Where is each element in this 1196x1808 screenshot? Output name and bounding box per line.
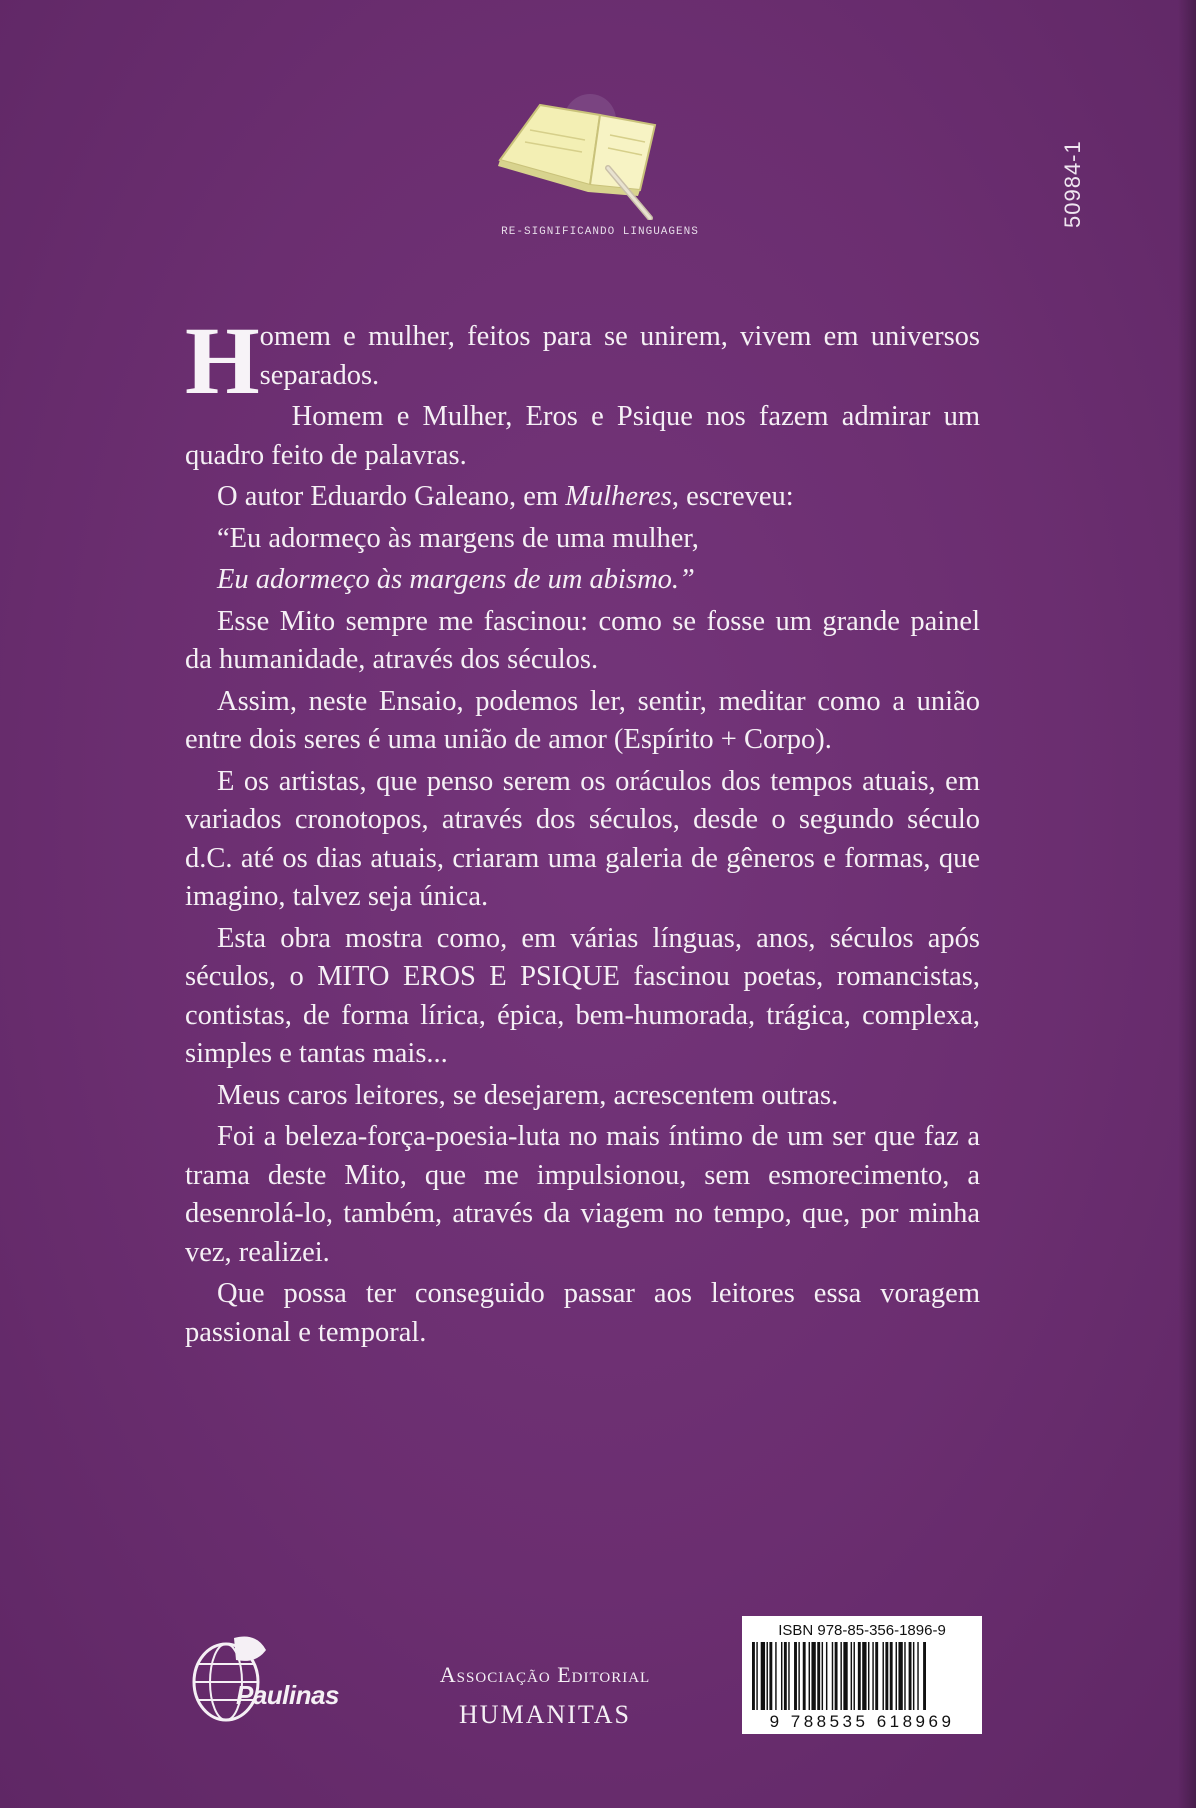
barcode-bar	[868, 1642, 869, 1710]
barcode-bar	[917, 1642, 918, 1710]
quote-line-2: Eu adormeço às margens de um abismo.”	[217, 564, 695, 595]
barcode-bar	[872, 1642, 873, 1710]
synopsis-text	[185, 307, 980, 1355]
barcode-bar	[822, 1642, 823, 1710]
barcode-bar	[798, 1642, 799, 1710]
barcode-bar	[781, 1642, 782, 1710]
paragraph-5: Assim, neste Ensaio, podemos ler, sentir, meditar como a união entre dois seres é uma união de amor (Espírito + Corpo).	[185, 685, 980, 755]
paragraph-6: E os artistas, que penso serem os oráculos dos tempos atuais, em variados cronotopos, através dos séculos, desde o segundo século d.C. até os dias atuais, criaram uma galeria de gêneros e formas, que imagino, talvez seja única.	[185, 765, 980, 912]
humanitas-publisher	[410, 1662, 680, 1730]
barcode-bar	[913, 1642, 914, 1710]
barcode-bar	[862, 1642, 866, 1710]
barcode-bar	[898, 1642, 902, 1710]
barcode-bar	[858, 1642, 861, 1710]
barcode-bar	[784, 1642, 787, 1710]
barcode-bar	[909, 1642, 912, 1710]
paragraph-4: Esse Mito sempre me fascinou: como se fosse um grande painel da humanidade, através dos séculos.	[185, 605, 980, 675]
paulinas-name: Paulinas	[236, 1680, 339, 1710]
barcode-bar	[769, 1642, 772, 1710]
barcode-bar	[756, 1642, 757, 1710]
barcode-bar	[761, 1642, 765, 1710]
barcode-bar	[883, 1642, 884, 1710]
barcode-bar	[896, 1642, 897, 1710]
isbn-barcode	[742, 1616, 982, 1734]
assoc-line-2: HUMANITAS	[459, 1700, 631, 1729]
barcode-bar	[811, 1642, 815, 1710]
series-logo	[460, 90, 740, 260]
barcode-icon	[750, 1642, 974, 1712]
barcode-bar	[775, 1642, 776, 1710]
barcode-bar	[923, 1642, 926, 1710]
paragraph-2: Homem e Mulher, Eros e Psique nos fazem admirar um quadro feito de palavras.	[185, 401, 980, 471]
barcode-bar	[817, 1642, 820, 1710]
barcode-bar	[826, 1642, 827, 1710]
paragraph-3	[185, 478, 980, 517]
book-title-mulheres: Mulheres	[565, 481, 672, 512]
barcode-bar	[840, 1642, 841, 1710]
barcode-bar	[809, 1642, 810, 1710]
barcode-bar	[851, 1642, 852, 1710]
barcode-bar	[904, 1642, 905, 1710]
barcode-bar	[885, 1642, 888, 1710]
barcode-bar	[803, 1642, 806, 1710]
quote-line-1: “Eu adormeço às margens de uma mulher,	[217, 522, 699, 554]
series-label: RE-SIGNIFICANDO LINGUAGENS	[501, 226, 699, 238]
barcode-bar	[835, 1642, 838, 1710]
barcode-bar	[767, 1642, 768, 1710]
barcode-bar	[832, 1642, 833, 1710]
paragraph-8: Meus caros leitores, se desejarem, acrescentem outras.	[217, 1079, 839, 1111]
barcode-bar	[794, 1642, 797, 1710]
paragraph-3-start: O autor Eduardo Galeano, em	[217, 481, 566, 512]
open-book-icon	[490, 90, 710, 220]
assoc-line-1: Associação Editorial	[439, 1662, 651, 1687]
barcode-bar	[875, 1642, 878, 1710]
barcode-digits: 9 788535 618969	[769, 1712, 955, 1731]
paragraph-1-text: omem e mulher, feitos para se unirem, vivem em universos separados.	[259, 321, 980, 391]
barcode-bar	[890, 1642, 893, 1710]
barcode-bar	[854, 1642, 855, 1710]
catalog-code: 50984-1	[1060, 140, 1085, 228]
barcode-bar	[752, 1642, 755, 1710]
isbn-number: ISBN 978-85-356-1896-9	[778, 1622, 946, 1639]
paragraph-1	[185, 307, 980, 414]
drop-cap: H	[185, 307, 258, 414]
barcode-bar	[843, 1642, 847, 1710]
paragraph-7: Esta obra mostra como, em várias línguas, anos, séculos após séculos, o MITO EROS E PSIQUE fascinou poetas, romancistas, contistas, de forma lírica, épica, bem-humorada, trágica, complexa, simples e tantas mais...	[185, 922, 980, 1069]
paulinas-logo	[186, 1630, 356, 1730]
barcode-bar	[788, 1642, 789, 1710]
paragraph-10: Que possa ter conseguido passar aos leitores essa voragem passional e temporal.	[185, 1278, 980, 1348]
paragraph-9: Foi a beleza-força-poesia-luta no mais íntimo de um ser que faz a trama deste Mito, que me impulsionou, sem esmorecimento, a desenrolá-lo, também, através da viagem no tempo, que, por minha vez, realizei.	[185, 1121, 980, 1268]
paragraph-3-end: , escreveu:	[671, 481, 794, 512]
